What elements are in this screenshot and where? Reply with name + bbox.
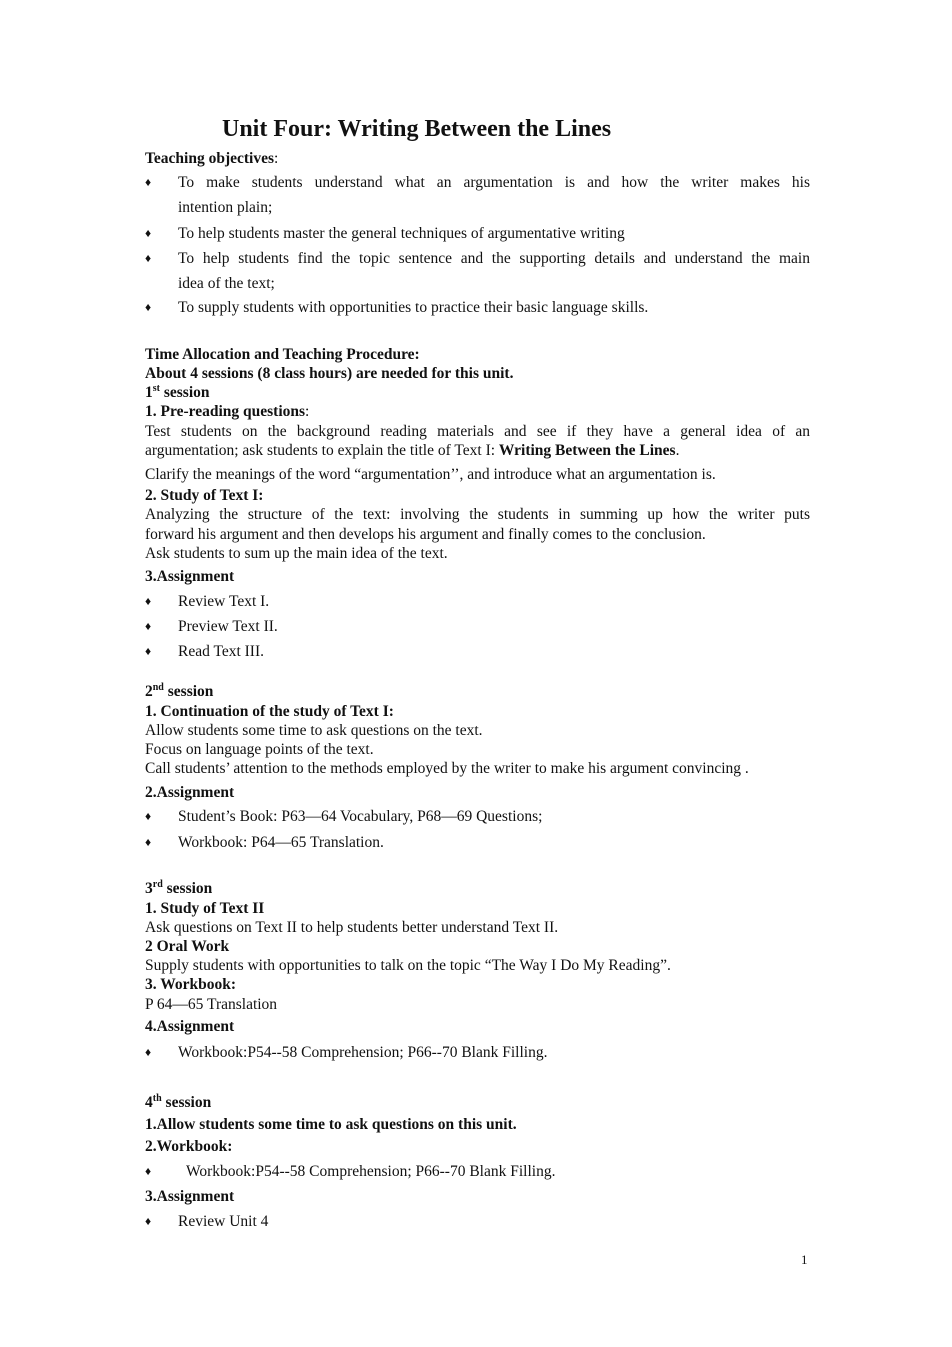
bullet-diamond-icon: ♦ (145, 226, 152, 240)
assignment-heading: 4.Assignment (145, 1018, 235, 1035)
bullet-diamond-icon: ♦ (145, 251, 152, 265)
paragraph: Analyzing the structure of the text: involving the students in summing up how the writer puts (145, 506, 810, 523)
bullet-diamond-icon: ♦ (145, 300, 152, 314)
objectives-heading: Teaching objectives: (145, 150, 279, 167)
paragraph: Call students’ attention to the methods employed by the writer to make his argument convincing . (145, 760, 749, 777)
session-heading: 3rd session (145, 878, 213, 897)
paragraph: Ask questions on Text II to help students better understand Text II. (145, 919, 559, 936)
session-heading: 4th session (145, 1092, 212, 1111)
session-heading: 2nd session (145, 681, 214, 700)
paragraph: Supply students with opportunities to talk on the topic “The Way I Do My Reading”. (145, 957, 671, 974)
bullet-diamond-icon: ♦ (145, 835, 152, 849)
paragraph: Test students on the background reading materials and see if they have a general idea of an (145, 423, 810, 440)
paragraph: Allow students some time to ask questions on the text. (145, 722, 483, 739)
objective-item: ♦ To make students understand what an argumentation is and how the writer makes his intention plain; (145, 170, 810, 220)
bullet-diamond-icon: ♦ (145, 1045, 152, 1059)
study-heading: 2. Study of Text I: (145, 487, 264, 504)
paragraph: P 64—65 Translation (145, 996, 278, 1013)
prereading-heading: 1. Pre-reading questions: (145, 403, 310, 420)
time-subheading: About 4 sessions (8 class hours) are needed for this unit. (145, 365, 514, 382)
time-heading: Time Allocation and Teaching Procedure: (145, 346, 420, 363)
bullet-diamond-icon: ♦ (145, 1164, 152, 1178)
workbook-heading: 3. Workbook: (145, 976, 237, 993)
bullet-diamond-icon: ♦ (145, 809, 152, 823)
bullet-diamond-icon: ♦ (145, 175, 152, 189)
paragraph: argumentation; ask students to explain the title of Text I: Writing Between the Lines. (145, 442, 680, 459)
bullet-diamond-icon: ♦ (145, 594, 152, 608)
session-heading: 1st session (145, 382, 210, 401)
assignment-heading: 3.Assignment (145, 1188, 235, 1205)
paragraph: Ask students to sum up the main idea of the text. (145, 545, 448, 562)
continuation-heading: 1. Continuation of the study of Text I: (145, 703, 394, 720)
bullet-diamond-icon: ♦ (145, 619, 152, 633)
study-heading: 1. Study of Text II (145, 900, 265, 917)
assignment-heading: 3.Assignment (145, 568, 235, 585)
paragraph: Clarify the meanings of the word “argumentation’’, and introduce what an argumentation is. (145, 466, 716, 483)
paragraph: Focus on language points of the text. (145, 741, 374, 758)
page-title: Unit Four: Writing Between the Lines (222, 116, 612, 142)
workbook-heading: 2.Workbook: (145, 1138, 233, 1155)
bullet-diamond-icon: ♦ (145, 644, 152, 658)
objective-item: ♦ To help students find the topic sentence and the supporting details and understand the main idea of the text; (145, 246, 810, 296)
allow-heading: 1.Allow students some time to ask questions on this unit. (145, 1116, 517, 1133)
bullet-diamond-icon: ♦ (145, 1214, 152, 1228)
assignment-heading: 2.Assignment (145, 784, 235, 801)
paragraph: forward his argument and then develops his argument and finally comes to the conclusion. (145, 526, 706, 543)
oral-work-heading: 2 Oral Work (145, 938, 230, 955)
page-number: 1 (801, 1252, 808, 1267)
